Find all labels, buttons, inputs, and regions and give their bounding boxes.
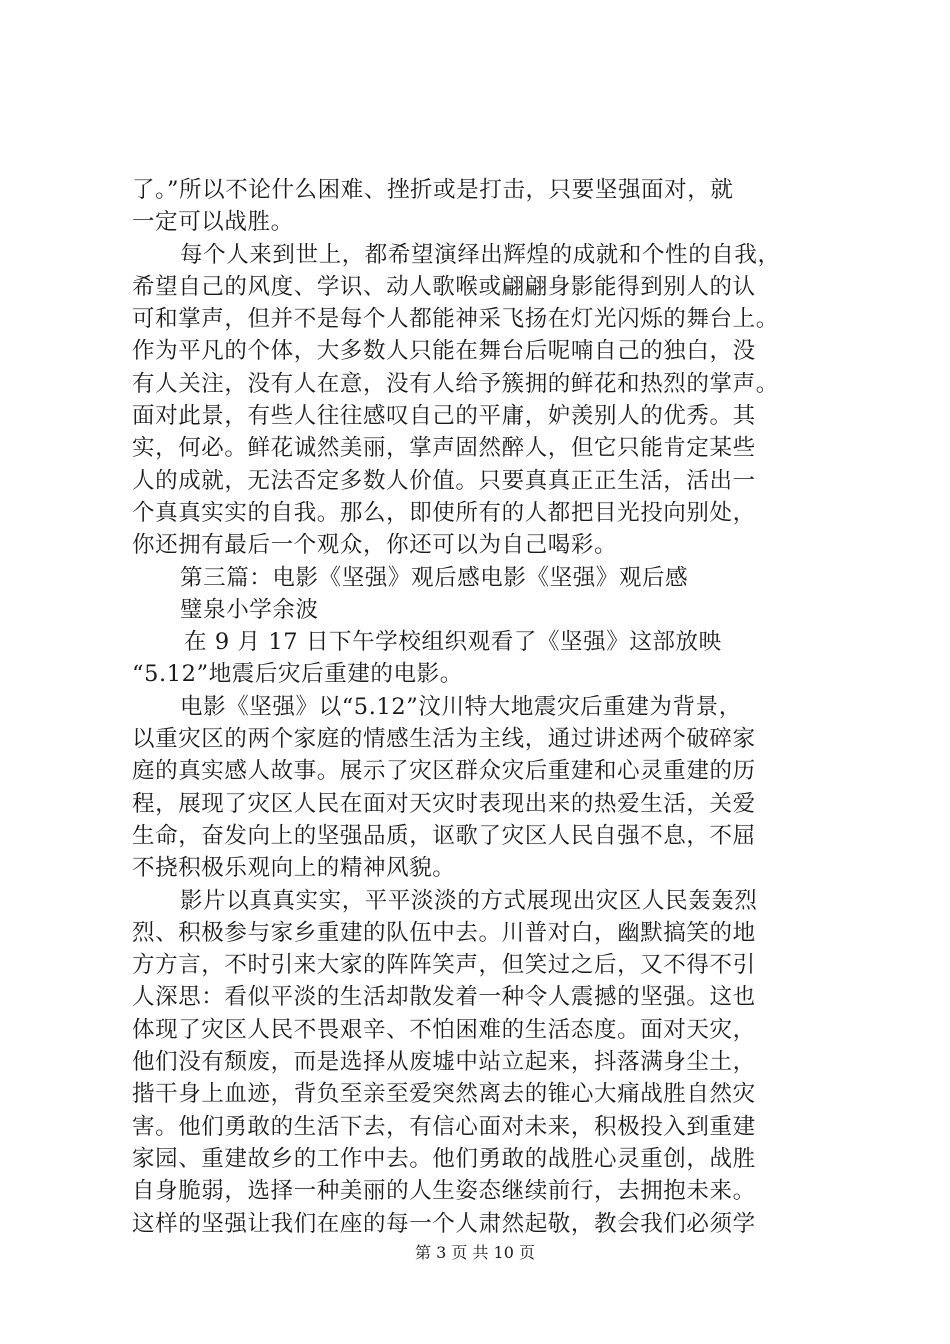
text-line: 了。”所以不论什么困难、挫折或是打击，只要坚强面对，就 <box>132 177 734 203</box>
text-line: 揩干身上血迹，背负至亲至爱突然离去的锥心大痛战胜自然灾 <box>132 1081 756 1108</box>
text-line: 自身脆弱，选择一种美丽的人生姿态继续前行，去拥抱未来。 <box>132 1178 756 1205</box>
text-line: 可和掌声，但并不是每个人都能神采飞扬在灯光闪烁的舞台上。 <box>132 306 779 333</box>
document-body <box>132 174 844 1240</box>
text-line: 程，展现了灾区人民在面对天灾时表现出来的热爱生活，关爱 <box>132 790 756 817</box>
text-line: 有人关注，没有人在意，没有人给予簇拥的鲜花和热烈的掌声。 <box>132 370 779 397</box>
page-number-footer: 第 3 页 共 10 页 <box>415 1243 535 1262</box>
text-line: “5.12”地震后灾后重建的电影。 <box>132 661 463 688</box>
text-line: 实，何必。鲜花诚然美丽，掌声固然醉人，但它只能肯定某些 <box>132 435 756 462</box>
text-line: 希望自己的风度、学识、动人歌喉或翩翩身影能得到别人的认 <box>132 273 756 300</box>
text-line: 方方言，不时引来大家的阵阵笑声，但笑过之后，又不得不引 <box>132 952 756 979</box>
text-line: 生命，奋发向上的坚强品质，讴歌了灾区人民自强不息，不屈 <box>132 822 756 849</box>
text-line: 个真真实实的自我。那么，即使所有的人都把目光投向别处， <box>132 499 756 526</box>
text-line: 人的成就，无法否定多数人价值。只要真真正正生活，活出一 <box>132 467 756 494</box>
paragraph-start-line: 在 9 月 17 日下午学校组织观看了《坚强》这部放映 <box>184 629 722 656</box>
text-line: 面对此景，有些人往往感叹自己的平庸，妒羡别人的优秀。其 <box>132 403 756 430</box>
text-line: 一定可以战胜。 <box>132 209 294 236</box>
text-line: 你还拥有最后一个观众，你还可以为自己喝彩。 <box>132 532 618 559</box>
text-line: 体现了灾区人民不畏艰辛、不怕困难的生活态度。面对天灾， <box>132 1016 756 1043</box>
author-line: 璧泉小学余波 <box>180 596 319 623</box>
paragraph-start-line: 影片以真真实实，平平淡淡的方式展现出灾区人民轰轰烈 <box>180 887 758 914</box>
text-line: 作为平凡的个体，大多数人只能在舞台后呢喃自己的独白，没 <box>132 338 756 365</box>
text-line: 他们没有颓废，而是选择从废墟中站立起来，抖落满身尘土， <box>132 1049 756 1076</box>
paragraph-start-line: 每个人来到世上，都希望演绎出辉煌的成就和个性的自我， <box>180 241 781 268</box>
text-line: 庭的真实感人故事。展示了灾区群众灾后重建和心灵重建的历 <box>132 758 756 785</box>
paragraph-start-line: 电影《坚强》以“5.12”汶川特大地震灾后重建为背景， <box>180 693 742 720</box>
text-line: 人深思：看似平淡的生活却散发着一种令人震撼的坚强。这也 <box>132 984 756 1011</box>
text-line: 以重灾区的两个家庭的情感生活为主线，通过讲述两个破碎家 <box>132 726 756 753</box>
text-line: 不挠积极乐观向上的精神风貌。 <box>132 855 456 882</box>
text-line: 害。他们勇敢的生活下去，有信心面对未来，积极投入到重建 <box>132 1113 756 1140</box>
text-line: 烈、积极参与家乡重建的队伍中去。川普对白，幽默搞笑的地 <box>132 919 756 946</box>
text-line: 这样的坚强让我们在座的每一个人肃然起敬，教会我们必须学 <box>132 1210 756 1237</box>
section-heading: 第三篇：电影《坚强》观后感电影《坚强》观后感 <box>180 564 689 591</box>
text-line: 家园、重建故乡的工作中去。他们勇敢的战胜心灵重创，战胜 <box>132 1145 756 1172</box>
